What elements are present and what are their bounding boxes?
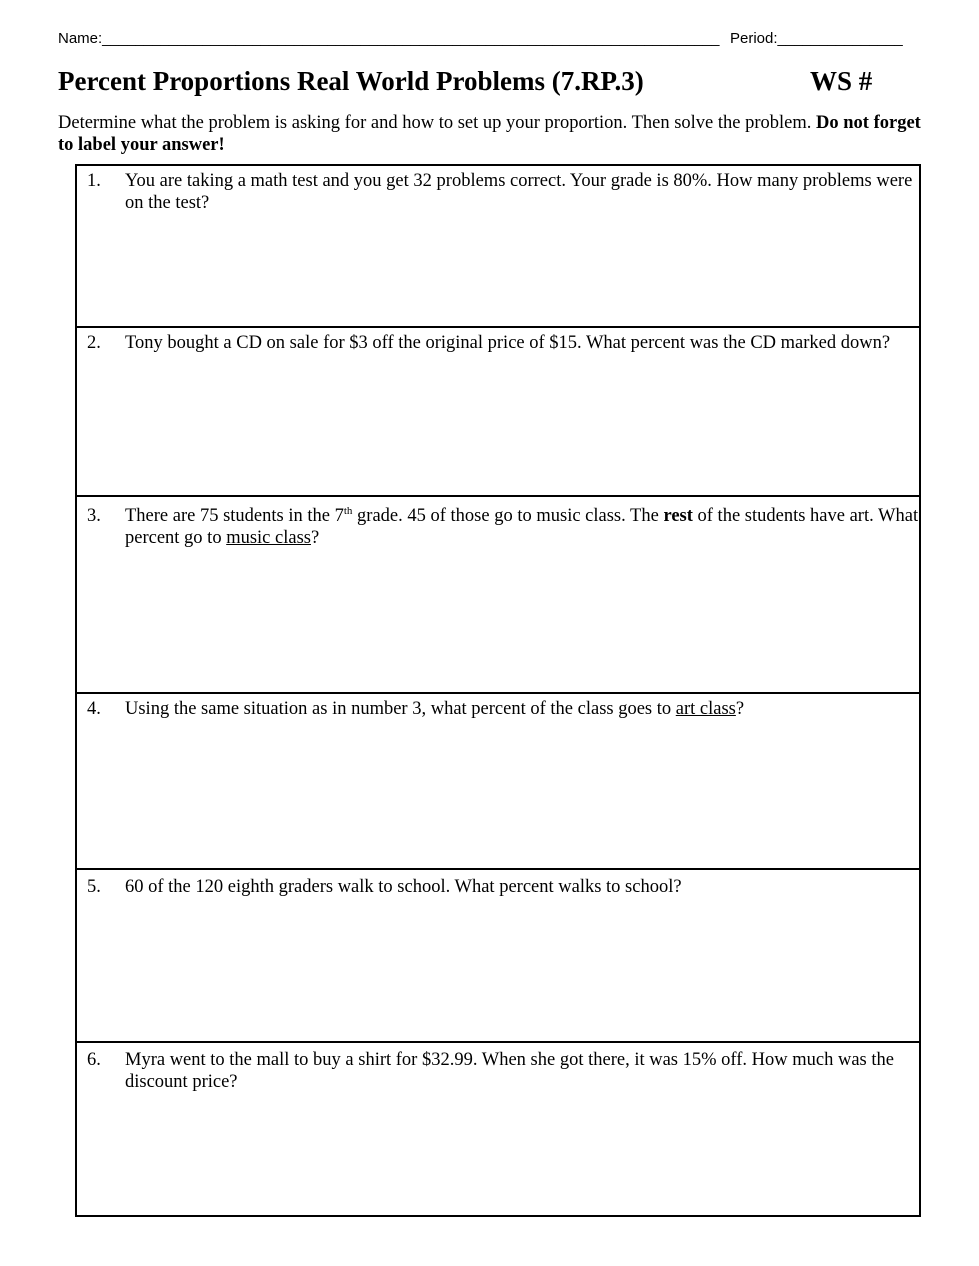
problem-text: You are taking a math test and you get 32 problems correct. Your grade is 80%. How many problems were on the test? [125,171,913,213]
bold-word: rest [663,506,693,526]
underlined-phrase: music class [226,528,311,548]
problem-box-2[interactable] [75,326,921,497]
worksheet-number-label: WS # [810,66,873,96]
problem-box-3[interactable] [75,495,921,694]
title-row [58,66,918,102]
problem-text [125,505,920,549]
problem-text [125,698,920,720]
instructions-bold: Do not forget to label your answer! [58,113,921,155]
underlined-phrase: art class [675,699,736,719]
instructions [58,112,928,156]
problem-text-part: grade. 45 of those go to music class. The [352,506,664,526]
worksheet-title: Percent Proportions Real World Problems (7.RP.3) [58,66,644,96]
problem-box-4[interactable] [75,692,921,870]
problem-text: Myra went to the mall to buy a shirt for $32.99. When she got there, it was 15% off. How much was the discount price? [125,1050,894,1092]
problem-text-part: There are 75 students in the 7 [125,506,344,526]
name-field-label[interactable]: Name:__________________________________________________________________________ [58,30,720,47]
problem-text-part: of the students have art. What percent go to [125,506,919,548]
problem-number: 1. [87,171,101,191]
problem-box-5[interactable] [75,868,921,1043]
problem-text: Tony bought a CD on sale for $3 off the original price of $15. What percent was the CD marked down? [125,333,891,353]
problem-number: 4. [87,699,101,719]
problem-number: 6. [87,1050,101,1070]
problem-box-1[interactable] [75,164,921,328]
problem-number: 5. [87,877,101,897]
superscript: th [343,504,353,517]
problem-text-part: Using the same situation as in number 3, what percent of the class goes to [125,699,676,719]
problem-text-part: ? [735,699,745,719]
instructions-text: Determine what the problem is asking for and how to set up your proportion. Then solve the problem. [58,113,817,133]
problem-number: 3. [87,506,101,526]
period-field-label[interactable]: Period:_______________ [730,30,903,47]
header-line [58,30,918,52]
problem-text-part: ? [310,528,320,548]
problem-box-6[interactable] [75,1041,921,1217]
problem-number: 2. [87,333,101,353]
problem-text: 60 of the 120 eighth graders walk to school. What percent walks to school? [125,877,682,897]
